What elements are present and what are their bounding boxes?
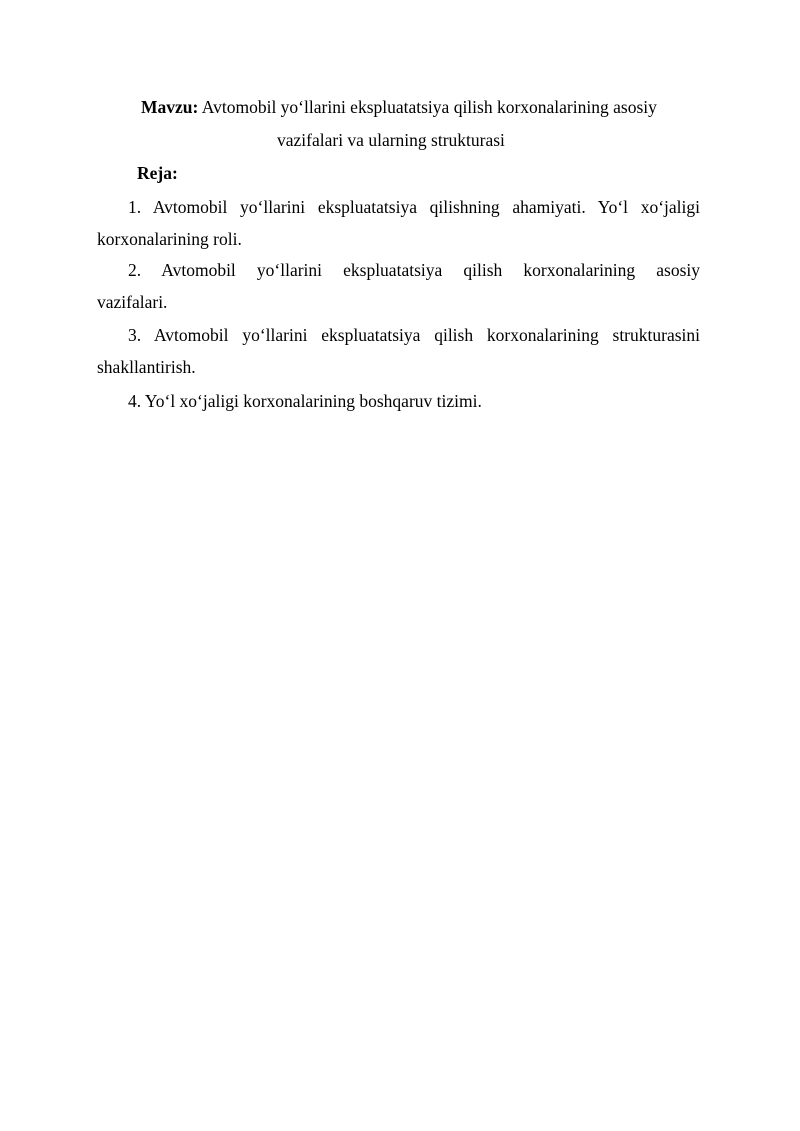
plan-item-2-line-2: vazifalari. <box>97 292 168 312</box>
plan-item-2-line-1: 2. Avtomobil yo‘llarini ekspluatatsiya qilish korxonalarining asosiy <box>128 260 700 280</box>
plan-item-1-line-1: 1. Avtomobil yo‘llarini ekspluatatsiya qilishning ahamiyati. Yo‘l xo‘jaligi <box>128 197 700 217</box>
topic-title-line-2: vazifalari va ularning strukturasi <box>277 130 505 150</box>
plan-item-4-line-1: 4. Yo‘l xo‘jaligi korxonalarining boshqaruv tizimi. <box>128 391 482 411</box>
plan-item-3-line-2: shakllantirish. <box>97 357 196 377</box>
topic-label: Mavzu: <box>141 97 199 117</box>
topic-text-line-1: Avtomobil yo‘llarini ekspluatatsiya qilish korxonalarining asosiy <box>198 97 657 117</box>
topic-title-line-1 <box>141 96 657 118</box>
plan-item-3-line-1: 3. Avtomobil yo‘llarini ekspluatatsiya qilish korxonalarining strukturasini <box>128 325 700 345</box>
plan-heading: Reja: <box>137 163 178 183</box>
plan-item-1-line-2: korxonalarining roli. <box>97 229 242 249</box>
